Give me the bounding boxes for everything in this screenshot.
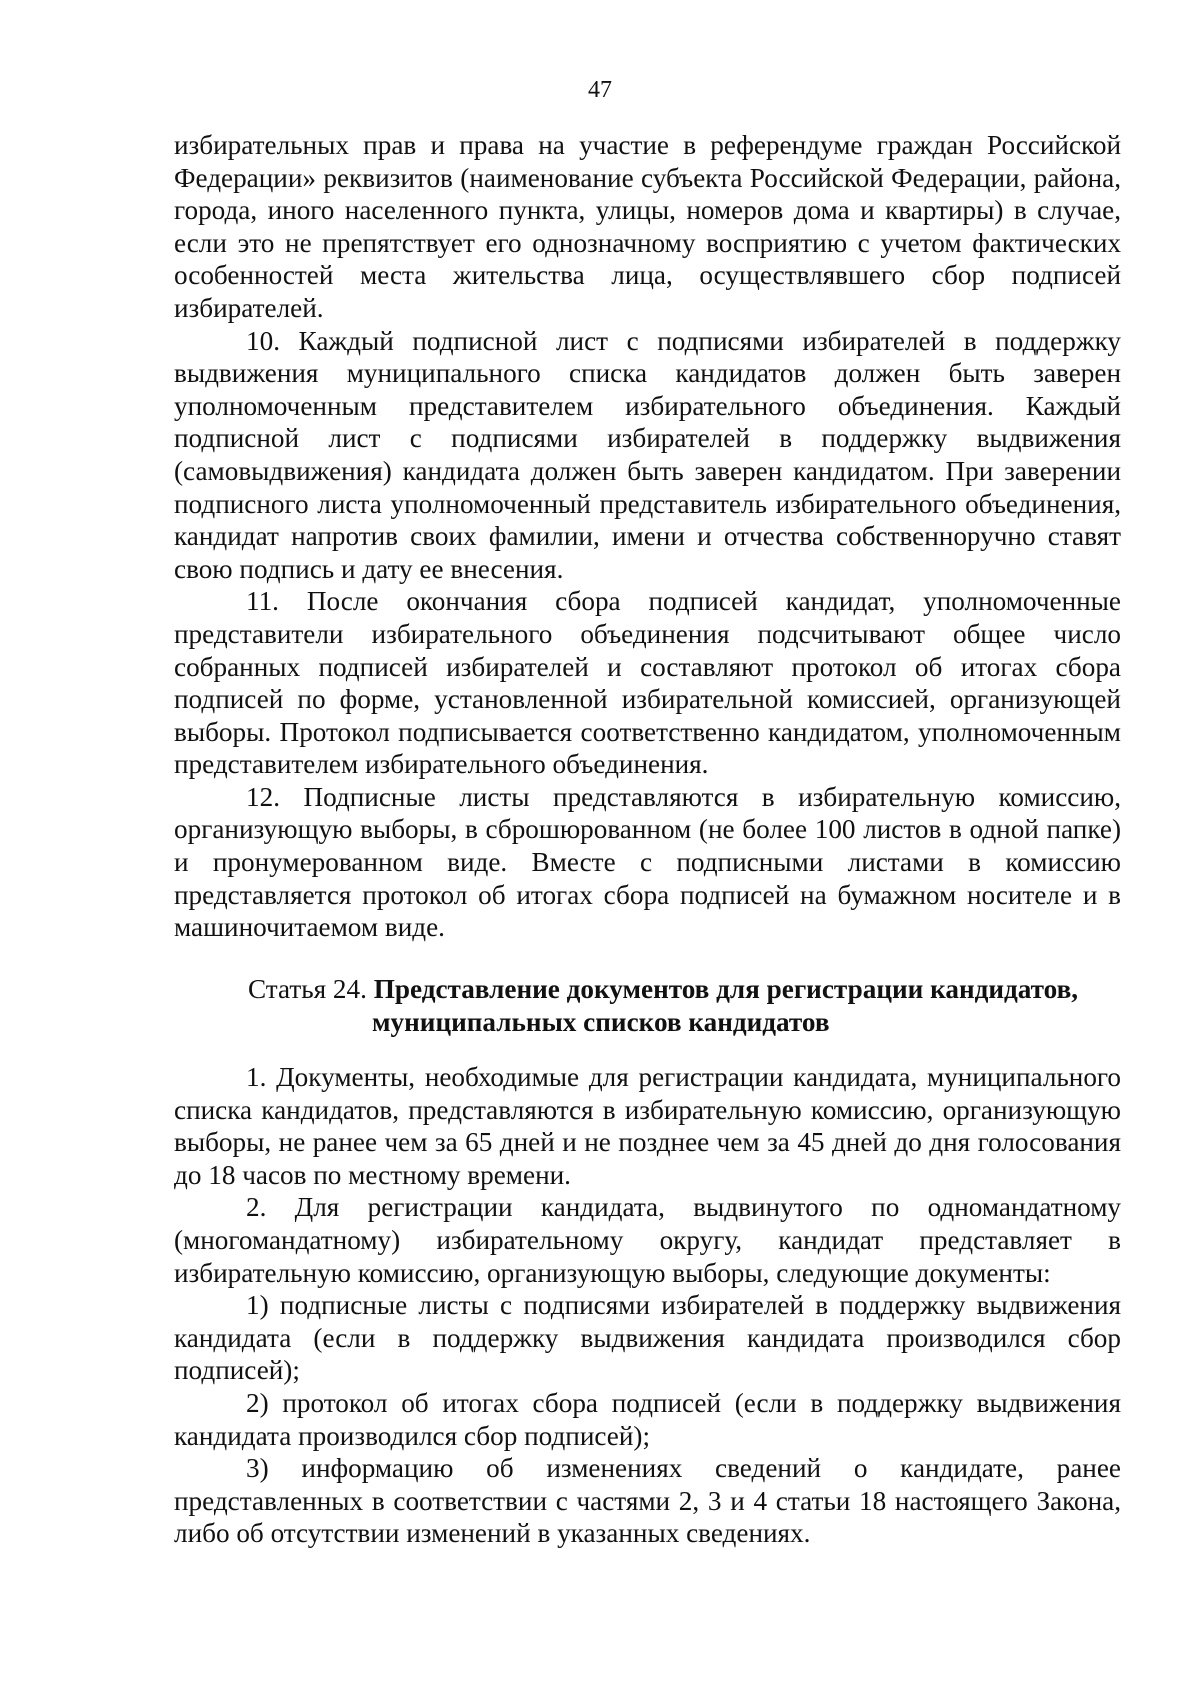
paragraph-item-11: 11. После окончания сбора подписей кандидат, уполномоченные представители избирательного объединения подсчитывают общее число собранных подписей избирателей и составляют протокол об итогах сбора подписей по форме, установленной избирательной комиссией, организующей выборы. Протокол подписывается соответственно кандидатом, уполномоченным представителем избирательного объединения. bbox=[174, 586, 1121, 780]
article-number: Статья 24. bbox=[248, 974, 367, 1004]
article-24-body bbox=[174, 1061, 1121, 1550]
page-number: 47 bbox=[588, 77, 612, 103]
article-title-part-2: муниципальных списков кандидатов bbox=[372, 1007, 830, 1037]
paragraph-item-1: 1. Документы, необходимые для регистрации кандидата, муниципального списка кандидатов, представляются в избирательную комиссию, организующую выборы, не ранее чем за 65 дней и не позднее чем за 45 дней до дня голосования до 18 часов по местному времени. bbox=[174, 1062, 1121, 1190]
paragraph-subitem-2: 2) протокол об итогах сбора подписей (если в поддержку выдвижения кандидата производился сбор подписей); bbox=[174, 1387, 1121, 1451]
article-23-continuation bbox=[174, 129, 1121, 944]
paragraph-subitem-1: 1) подписные листы с подписями избирателей в поддержку выдвижения кандидата (если в поддержку выдвижения кандидата производился сбор подписей); bbox=[174, 1290, 1121, 1386]
paragraph-item-12: 12. Подписные листы представляются в избирательную комиссию, организующую выборы, в сброшюрованном (не более 100 листов в одной папке) и пронумерованном виде. Вместе с подписными листами в комиссию представляется протокол об итогах сбора подписей на бумажном носителе и в машиночитаемом виде. bbox=[174, 781, 1121, 943]
article-title-part-1: Представление документов для регистрации кандидатов, bbox=[373, 974, 1079, 1004]
paragraph-subitem-3: 3) информацию об изменениях сведений о кандидате, ранее представленных в соответствии с частями 2, 3 и 4 статьи 18 настоящего Закона, либо об отсутствии изменений в указанных сведениях. bbox=[174, 1453, 1121, 1549]
paragraph-item-2: 2. Для регистрации кандидата, выдвинутого по одномандатному (многомандатному) избирательному округу, кандидат представляет в избирательную комиссию, организующую выборы, следующие документы: bbox=[174, 1192, 1121, 1288]
paragraph-item-10: 10. Каждый подписной лист с подписями избирателей в поддержку выдвижения муниципального списка кандидатов должен быть заверен уполномоченным представителем избирательного объединения. Каждый подписной лист с подписями избирателей в поддержку выдвижения (самовыдвижения) кандидата должен быть заверен кандидатом. При заверении подписного листа уполномоченный представитель избирательного объединения, кандидат напротив своих фамилии, имени и отчества собственноручно ставят свою подпись и дату ее внесения. bbox=[174, 325, 1121, 584]
paragraph-continuation: избирательных прав и права на участие в референдуме граждан Российской Федерации» реквизитов (наименование субъекта Российской Федерации, района, города, иного населенного пункта, улицы, номеров дома и квартиры) в случае, если это не препятствует его однозначному восприятию с учетом фактических особенностей места жительства лица, осуществлявшего сбор подписей избирателей. bbox=[174, 130, 1121, 323]
article-24-heading bbox=[174, 973, 1121, 1039]
article-heading-line-1 bbox=[174, 973, 1121, 1006]
